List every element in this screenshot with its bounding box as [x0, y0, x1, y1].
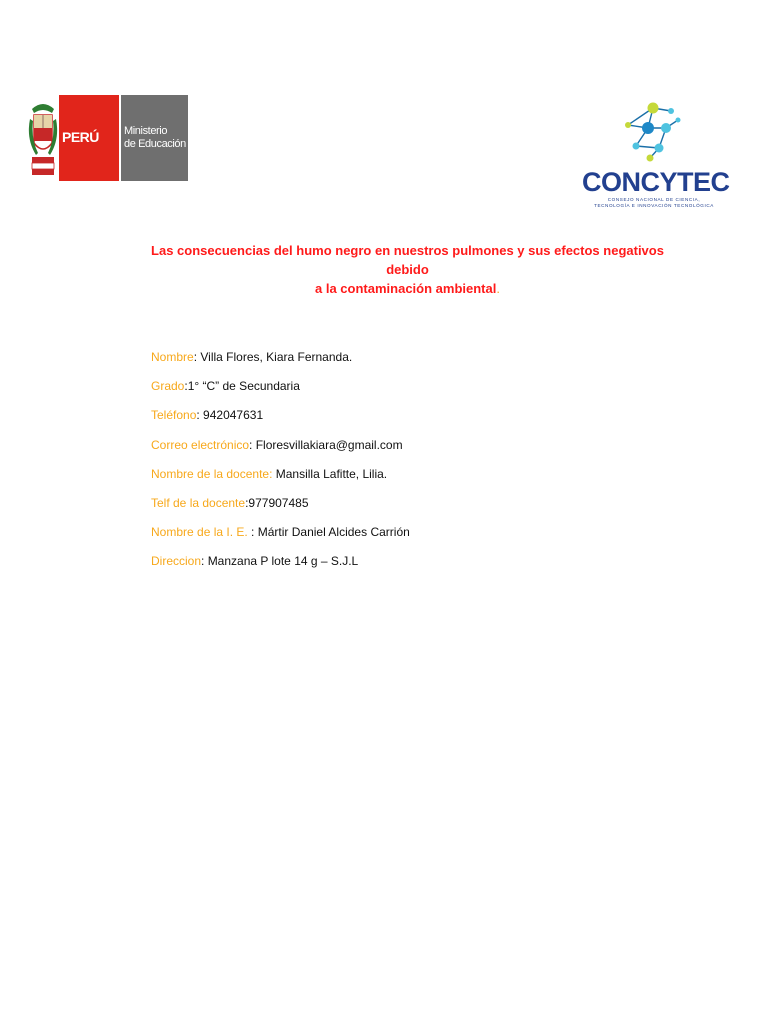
field-separator: :: [249, 437, 256, 452]
ministry-line-1: Ministerio: [124, 125, 168, 137]
field-label: Correo electrónico: [151, 437, 250, 452]
field-label: Teléfono: [151, 408, 197, 423]
field-value: Manzana P lote 14 g – S.J.L: [207, 554, 359, 569]
concytec-subtitle-line-2: TECNOLOGÍA E INNOVACIÓN TECNOLÓGICA: [594, 203, 714, 208]
field-label: Nombre de la I. E.: [151, 525, 248, 540]
field-value: Villa Flores, Kiara Fernanda.: [200, 350, 353, 364]
field-label: Telf de la docente: [151, 495, 246, 510]
ministry-text: [124, 125, 186, 151]
field-row-ie: [151, 524, 410, 553]
field-value: Mártir Daniel Alcides Carrión: [257, 525, 410, 540]
concytec-wordmark: CONCYTEC: [582, 167, 730, 197]
title-line-1: Las consecuencias del humo negro en nuestros pulmones y sus efectos negativos debido: [151, 243, 664, 277]
minedu-logo: [28, 95, 188, 181]
field-label: Nombre de la docente:: [151, 466, 273, 481]
field-separator: :: [193, 350, 201, 364]
concytec-subtitle: [584, 197, 724, 209]
field-label: Direccion: [151, 554, 202, 569]
document-title: [130, 241, 685, 298]
title-period: .: [496, 281, 500, 296]
field-label: Nombre: [151, 350, 194, 364]
ministry-line-2: de Educación: [124, 138, 186, 150]
field-value: 942047631: [203, 408, 264, 423]
peru-text: PERÚ: [62, 129, 99, 145]
field-label: Grado: [151, 379, 185, 394]
network-molecule-icon: [616, 98, 686, 166]
field-separator: :: [245, 495, 249, 510]
field-row-direccion: [151, 553, 410, 582]
field-separator: :: [196, 408, 204, 423]
field-value: Floresvillakiara@gmail.com: [255, 437, 403, 452]
peru-coat-of-arms-icon: [28, 99, 58, 177]
field-row-nombre: [151, 349, 410, 378]
title-line-2-text: a la contaminación ambiental: [315, 281, 497, 296]
field-row-grado: [151, 378, 410, 407]
logo-divider: [119, 95, 121, 181]
field-separator: :: [201, 554, 208, 569]
field-value: 977907485: [248, 495, 309, 510]
concytec-subtitle-line-1: CONSEJO NACIONAL DE CIENCIA,: [607, 197, 701, 202]
field-separator: :: [184, 379, 188, 394]
field-row-docente: [151, 466, 410, 495]
concytec-logo: [578, 98, 728, 216]
field-value: Mansilla Lafitte, Lilia.: [275, 466, 388, 481]
field-row-correo: [151, 437, 410, 466]
field-separator: :: [247, 525, 258, 540]
student-info: [151, 349, 410, 583]
field-value: 1° “C” de Secundaria: [187, 379, 300, 394]
field-row-telefono: [151, 407, 410, 436]
field-row-telf-docente: [151, 495, 410, 524]
title-line-2: [130, 279, 685, 298]
